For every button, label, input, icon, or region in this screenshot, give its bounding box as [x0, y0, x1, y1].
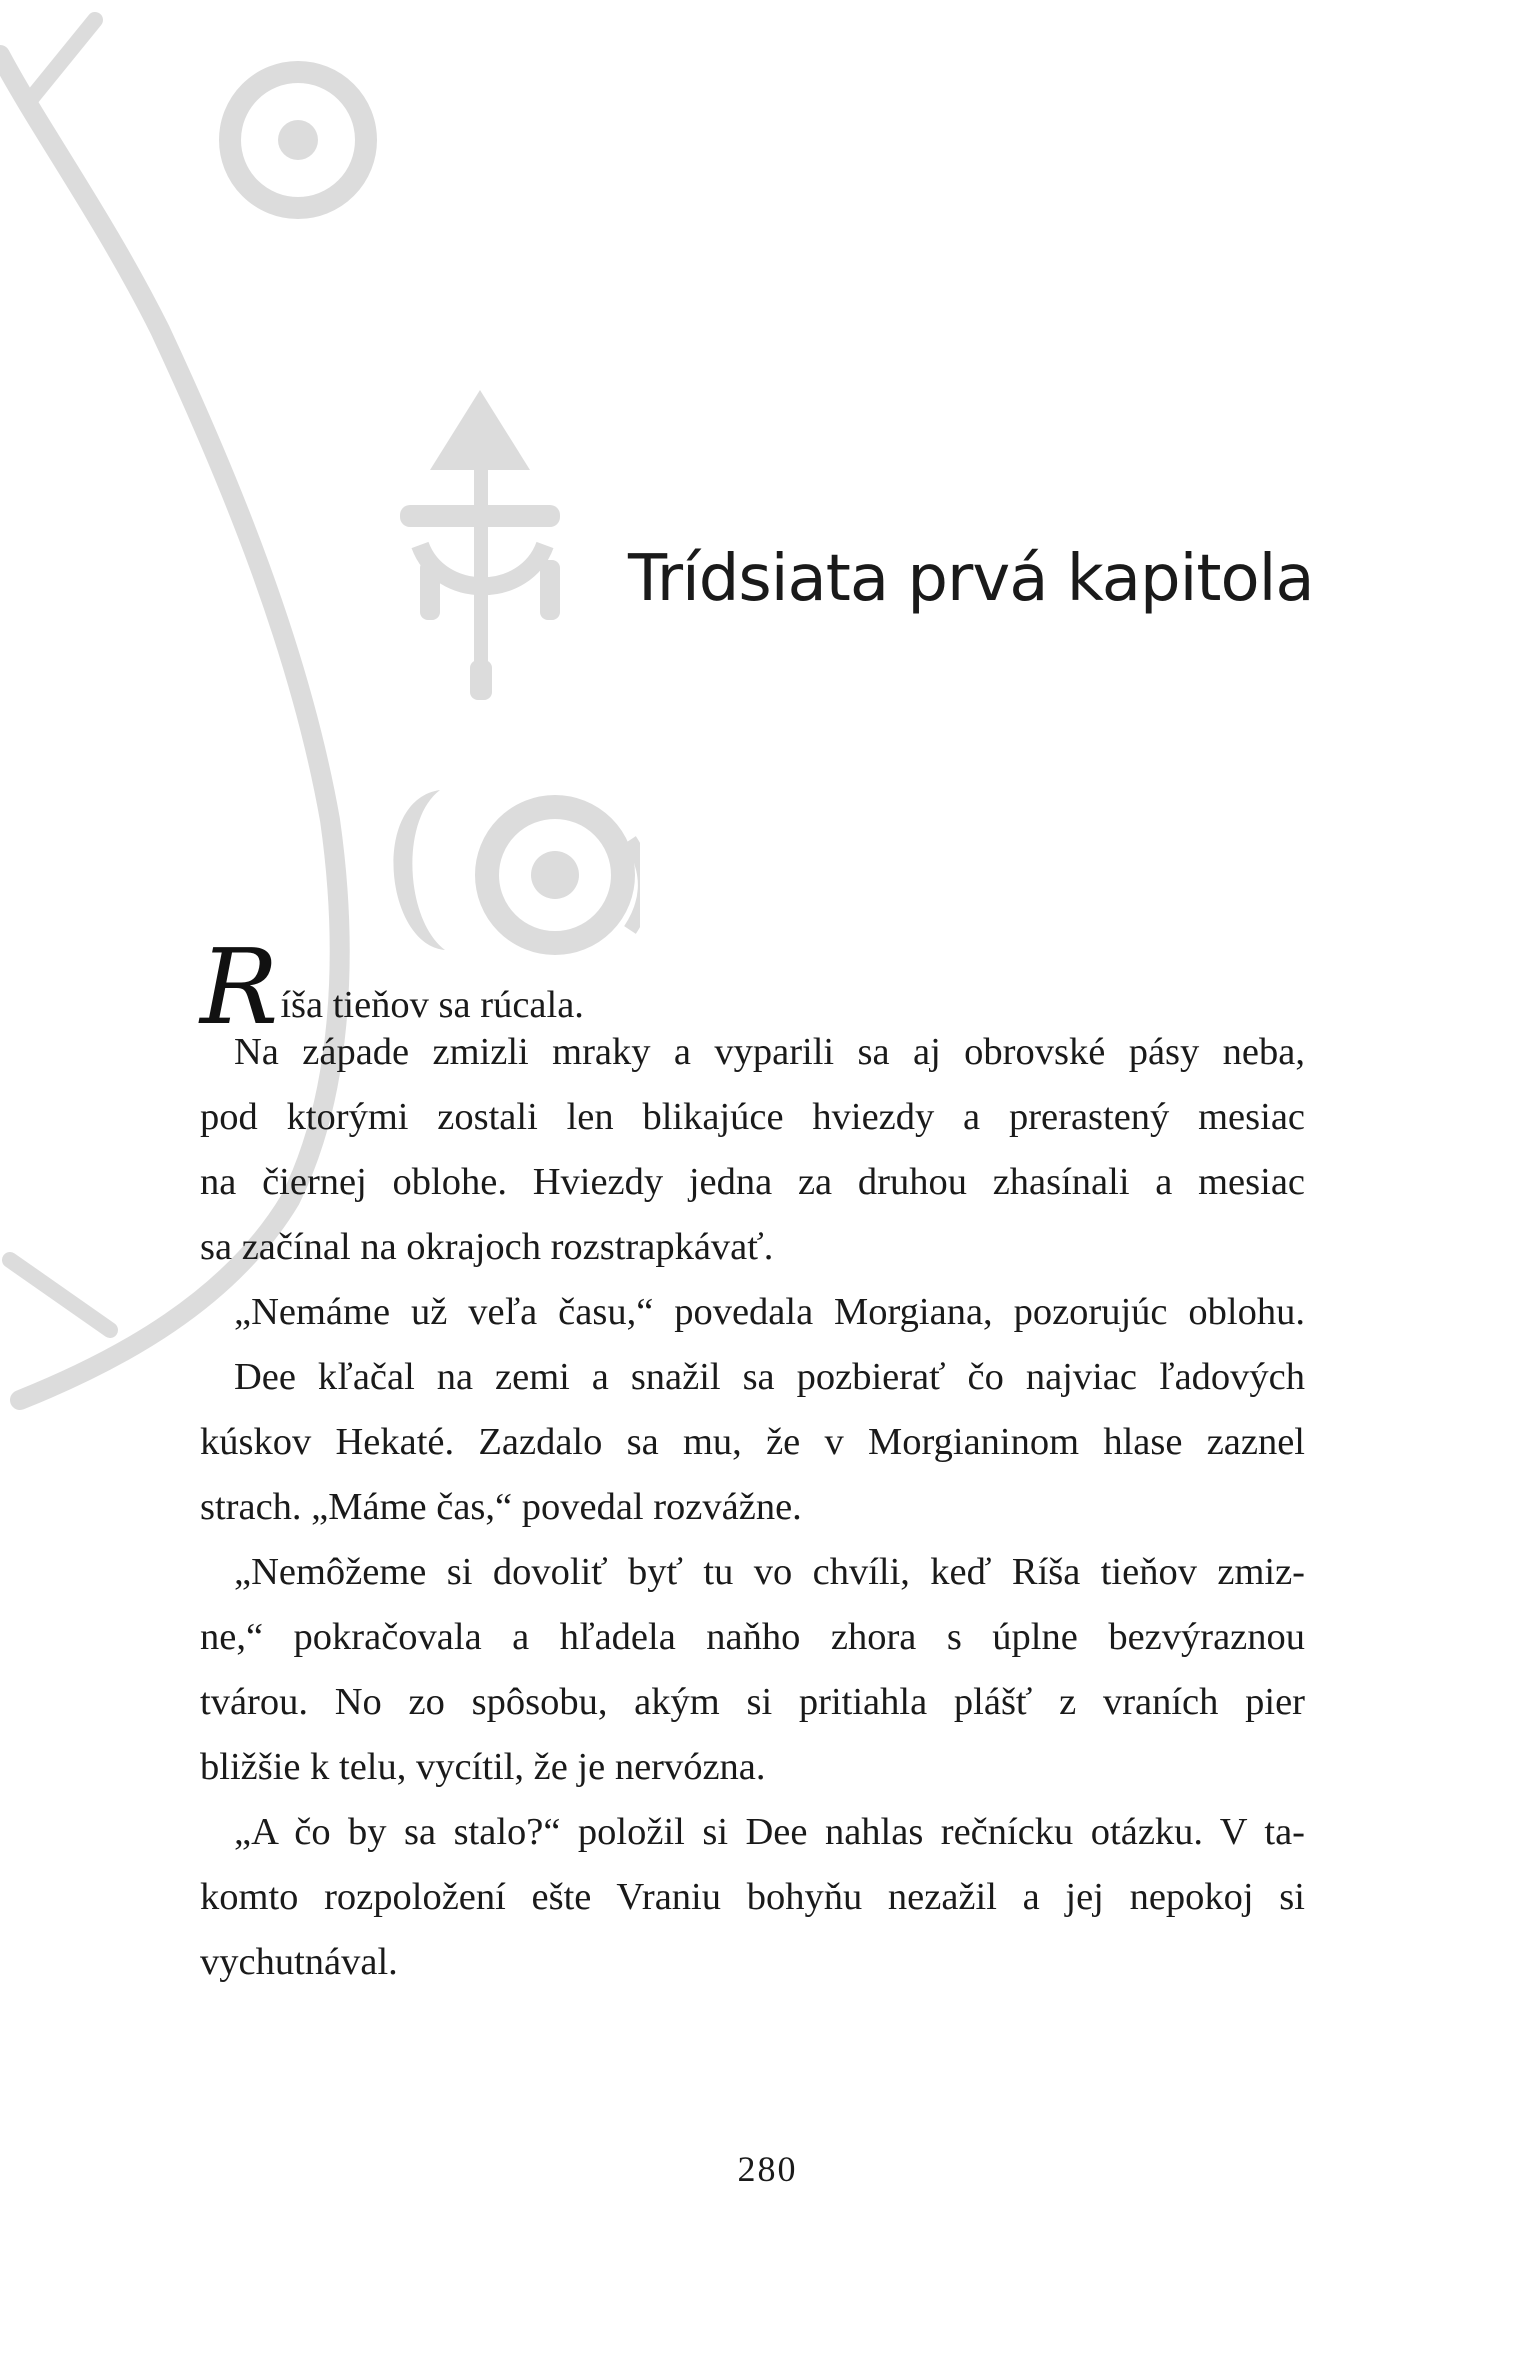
text-line — [200, 1670, 1305, 1735]
text-line — [200, 1540, 1305, 1605]
chapter-title: Trídsiata prvá kapitola — [628, 542, 1314, 616]
crescent-moon-circle-symbol-icon — [393, 790, 640, 950]
text-line — [200, 1930, 1305, 1995]
chapter-body — [200, 926, 1305, 1995]
text-line — [200, 1410, 1305, 1475]
alchemical-arrow-symbol-icon — [400, 390, 560, 700]
text-line-content: pod ktorými zostali len blikajúce hviezdy a prerastený mesiac — [200, 1096, 1305, 1138]
text-line-content: sa začínal na okrajoch rozstrapkávať. — [200, 1226, 774, 1268]
text-line-content: strach. „Máme čas,“ povedal rozvážne. — [200, 1486, 802, 1528]
text-line-content: íša tieňov sa rúcala. — [280, 984, 584, 1026]
text-line — [200, 1475, 1305, 1540]
text-line — [200, 1085, 1305, 1150]
concentric-circle-symbol-icon — [230, 72, 366, 208]
text-line — [200, 1280, 1305, 1345]
text-line-content: vychutnával. — [200, 1941, 398, 1983]
text-line-content: kúskov Hekaté. Zazdalo sa mu, že v Morgianinom hlase zaznel — [200, 1421, 1305, 1463]
text-line — [200, 1800, 1305, 1865]
text-line-content: „A čo by sa stalo?“ položil si Dee nahlas rečnícku otázku. V ta- — [234, 1811, 1305, 1853]
text-line-content: komto rozpoložení ešte Vraniu bohyňu nezažil a jej nepokoj si — [200, 1876, 1305, 1918]
text-line-content: „Nemáme už veľa času,“ povedala Morgiana, pozorujúc oblohu. — [234, 1291, 1305, 1333]
text-line — [200, 1605, 1305, 1670]
page-number: 280 — [737, 2149, 798, 2189]
drop-cap: R — [200, 926, 279, 1048]
text-line-content: Dee kľačal na zemi a snažil sa pozbierať čo najviac ľadových — [234, 1356, 1305, 1398]
text-line-content: tvárou. No zo spôsobu, akým si pritiahla plášť z vraních pier — [200, 1681, 1305, 1723]
text-line — [200, 1020, 1305, 1085]
text-line-content: „Nemôžeme si dovoliť byť tu vo chvíli, keď Ríša tieňov zmiz- — [234, 1551, 1305, 1593]
text-line-content: na čiernej oblohe. Hviezdy jedna za druhou zhasínali a mesiac — [200, 1161, 1305, 1203]
text-line-content: ne,“ pokračovala a hľadela naňho zhora s úplne bezvýraznou — [200, 1616, 1305, 1658]
text-line — [200, 1735, 1305, 1800]
text-line — [200, 1150, 1305, 1215]
text-line — [200, 1345, 1305, 1410]
text-line — [200, 926, 1305, 1048]
text-line-content: Na západe zmizli mraky a vyparili sa aj obrovské pásy neba, — [234, 1031, 1305, 1073]
text-line-content: bližšie k telu, vycítil, že je nervózna. — [200, 1746, 766, 1788]
text-line — [200, 1865, 1305, 1930]
text-line — [200, 1215, 1305, 1280]
